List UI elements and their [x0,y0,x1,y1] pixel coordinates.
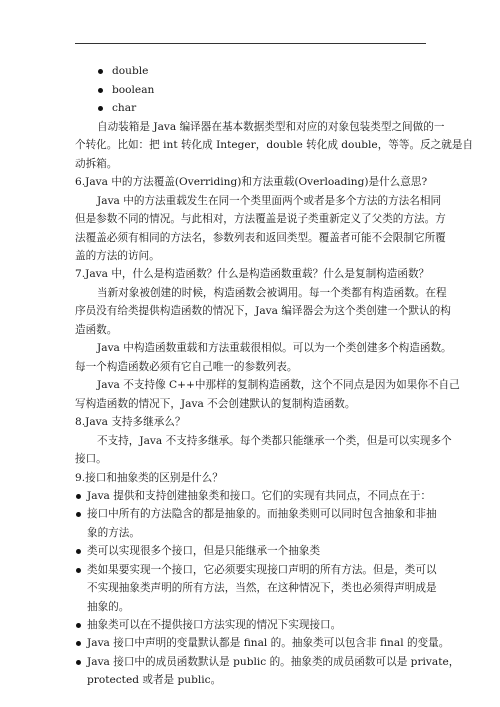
list-item: 接口中所有的方法隐含的都是抽象的。而抽象类则可以同时包含抽象和非抽 [87,508,437,520]
bullet-icon [98,106,103,111]
bullet-icon [76,623,81,628]
list-item: 类如果要实现一个接口，它必须要实现接口声明的所有方法。但是，类可以 [87,564,437,576]
paragraph-line: 法覆盖必须有相同的方法名，参数列表和返回类型。覆盖者可能不会限制它所覆 [75,232,446,244]
paragraph-line: 写构造函数的情况下，Java 不会创建默认的复制构造函数。 [75,398,356,410]
list-item-continuation: 抽象的。 [87,601,130,613]
question-title: 8.Java 支持多继承么？ [75,416,186,428]
list-item-continuation: protected 或者是 public。 [87,674,222,686]
bullet-icon [76,660,81,665]
paragraph-line: 自动装箱是 Java 编译器在基本数据类型和对应的对象包装类型之间做的一 [97,121,445,133]
paragraph-line: 个转化。比如：把 int 转化成 Integer，double 转化成 double，等等。反之就是自 [75,139,474,151]
paragraph-line: 接口。 [75,453,107,465]
header-rule [75,43,426,44]
paragraph-line: 当新对象被创建的时候，构造函数会被调用。每一个类都有构造函数。在程 [97,287,447,299]
list-item: Java 提供和支持创建抽象类和接口。它们的实现有共同点，不同点在于： [87,490,432,502]
list-item: boolean [112,84,155,96]
question-title: 7.Java 中，什么是构造函数？什么是构造函数重载？什么是复制构造函数？ [75,268,430,280]
bullet-icon [76,568,81,573]
bullet-icon [76,549,81,554]
list-item: Java 接口中的成员函数默认是 public 的。抽象类的成员函数可以是 private， [87,656,460,668]
list-item: Java 接口中声明的变量默认都是 final 的。抽象类可以包含非 final 的变量。 [87,637,450,649]
paragraph-line: Java 中构造函数重载和方法重载很相似。可以为一个类创建多个构造函数。 [97,342,452,354]
list-item-continuation: 不实现抽象类声明的所有方法，当然，在这种情况下，类也必须得声明成是 [87,582,437,594]
paragraph-line: 不支持，Java 不支持多继承。每个类都只能继承一个类，但是可以实现多个 [97,435,452,447]
paragraph-line: 动拆箱。 [75,158,118,170]
list-item: 类可以实现很多个接口，但是只能继承一个抽象类 [87,545,321,557]
list-item-continuation: 象的方法。 [87,527,140,539]
bullet-icon [76,494,81,499]
bullet-icon [98,69,103,74]
paragraph-line: Java 中的方法重载发生在同一个类里面两个或者是多个方法的方法名相同 [97,195,442,207]
paragraph-line: 每一个构造函数必须有它自己唯一的参数列表。 [75,361,298,373]
list-item: char [112,102,137,114]
paragraph-line: 序员没有给类提供构造函数的情况下，Java 编译器会为这个类创建一个默认的构 [75,305,451,317]
paragraph-line: 盖的方法的访问。 [75,250,160,262]
list-item: 抽象类可以在不提供接口方法实现的情况下实现接口。 [87,619,342,631]
paragraph-line: Java 不支持像 C++中那样的复制构造函数，这个不同点是因为如果你不自己 [97,379,460,391]
bullet-icon [76,641,81,646]
bullet-icon [76,512,81,517]
bullet-icon [98,88,103,93]
list-item: double [112,65,149,77]
question-title: 6.Java 中的方法覆盖(Overriding)和方法重载(Overloading)是什么意思? [75,176,428,188]
paragraph-line: 造函数。 [75,324,118,336]
paragraph-line: 但是参数不同的情况。与此相对，方法覆盖是说子类重新定义了父类的方法。方 [75,213,446,225]
question-title: 9.接口和抽象类的区别是什么？ [75,472,223,484]
